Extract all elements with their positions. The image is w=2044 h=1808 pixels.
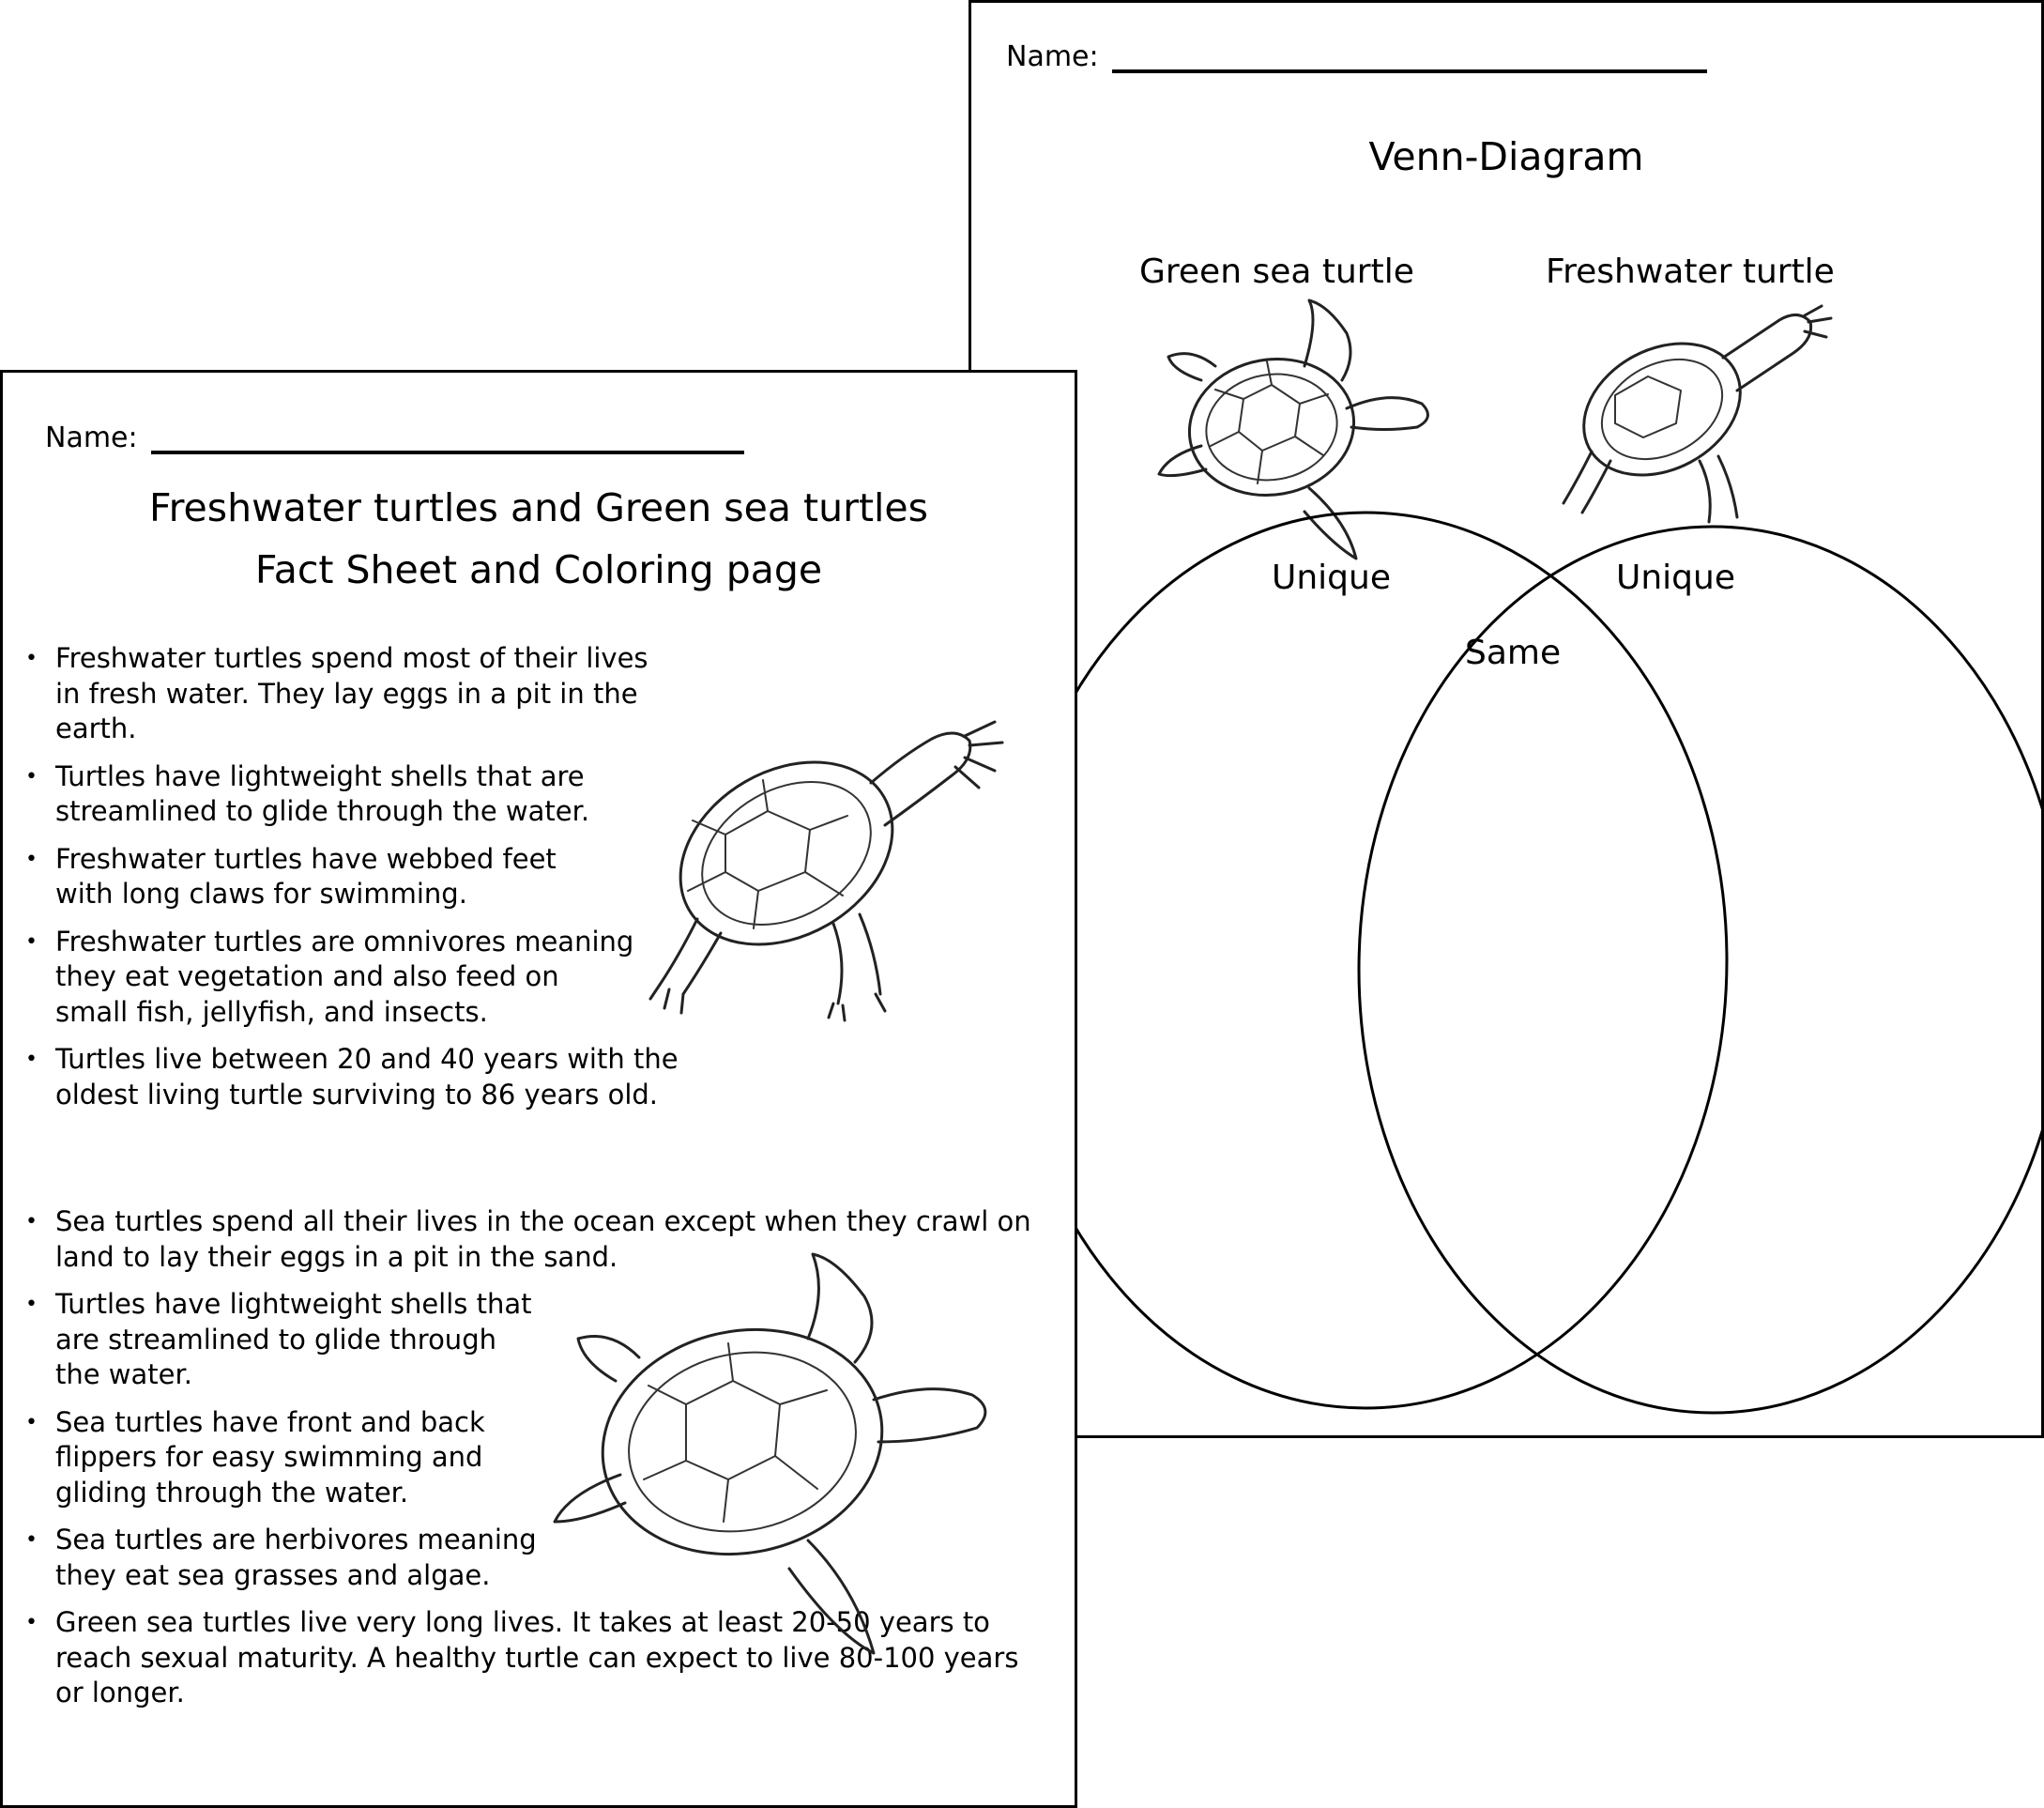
page-title-line2: Fact Sheet and Coloring page bbox=[254, 547, 823, 592]
green-sea-turtle-icon bbox=[545, 1240, 1024, 1662]
list-item: • Freshwater turtles are omnivores meaning they eat vegetation and also feed on small fish, jellyfish, and insects. bbox=[25, 925, 637, 1031]
list-item: • Freshwater turtles have webbed feet with long claws for swimming. bbox=[25, 842, 618, 912]
right-unique-label: Unique bbox=[1616, 559, 1735, 597]
freshwater-facts-list bbox=[25, 641, 679, 1125]
list-item: • Sea turtles spend all their lives in the ocean except when they crawl on land to lay their eggs in a pit in the sand. bbox=[25, 1204, 1060, 1275]
name-line[interactable] bbox=[151, 451, 744, 454]
list-item: • Sea turtles are herbivores meaning they eat sea grasses and algae. bbox=[25, 1523, 543, 1593]
venn-diagram-worksheet bbox=[969, 0, 2044, 1438]
list-item: • Turtles have lightweight shells that are streamlined to glide through the water. bbox=[25, 759, 609, 830]
left-unique-label: Unique bbox=[1272, 559, 1391, 597]
overlap-label: Same bbox=[1465, 634, 1562, 672]
name-row bbox=[45, 421, 744, 454]
right-circle bbox=[1359, 527, 2044, 1413]
right-heading: Freshwater turtle bbox=[1546, 253, 1835, 291]
left-circle bbox=[1004, 513, 1727, 1408]
venn-circles bbox=[971, 3, 2044, 1441]
list-item: • Sea turtles have front and back flippers for easy swimming and gliding through the water. bbox=[25, 1405, 496, 1511]
fact-sheet-worksheet bbox=[0, 370, 1077, 1808]
list-item: • Turtles have lightweight shells that are streamlined to glide through the water. bbox=[25, 1287, 543, 1393]
list-item: • Turtles live between 20 and 40 years with the oldest living turtle surviving to 86 years old. bbox=[25, 1042, 684, 1112]
list-item: • Freshwater turtles spend most of their lives in fresh water. They lay eggs in a pit in the earth. bbox=[25, 641, 675, 747]
list-item: • Green sea turtles live very long lives. It takes at least 20-50 years to reach sexual maturity. A healthy turtle can expect to live 80-100 years or longer. bbox=[25, 1605, 1041, 1711]
page-title: Venn-Diagram bbox=[1368, 134, 1644, 179]
name-label: Name: bbox=[45, 421, 138, 454]
page-title-line1: Freshwater turtles and Green sea turtles bbox=[148, 485, 929, 530]
left-heading: Green sea turtle bbox=[1139, 253, 1414, 291]
freshwater-turtle-icon bbox=[646, 712, 1040, 1022]
name-label: Name: bbox=[1006, 40, 1099, 73]
